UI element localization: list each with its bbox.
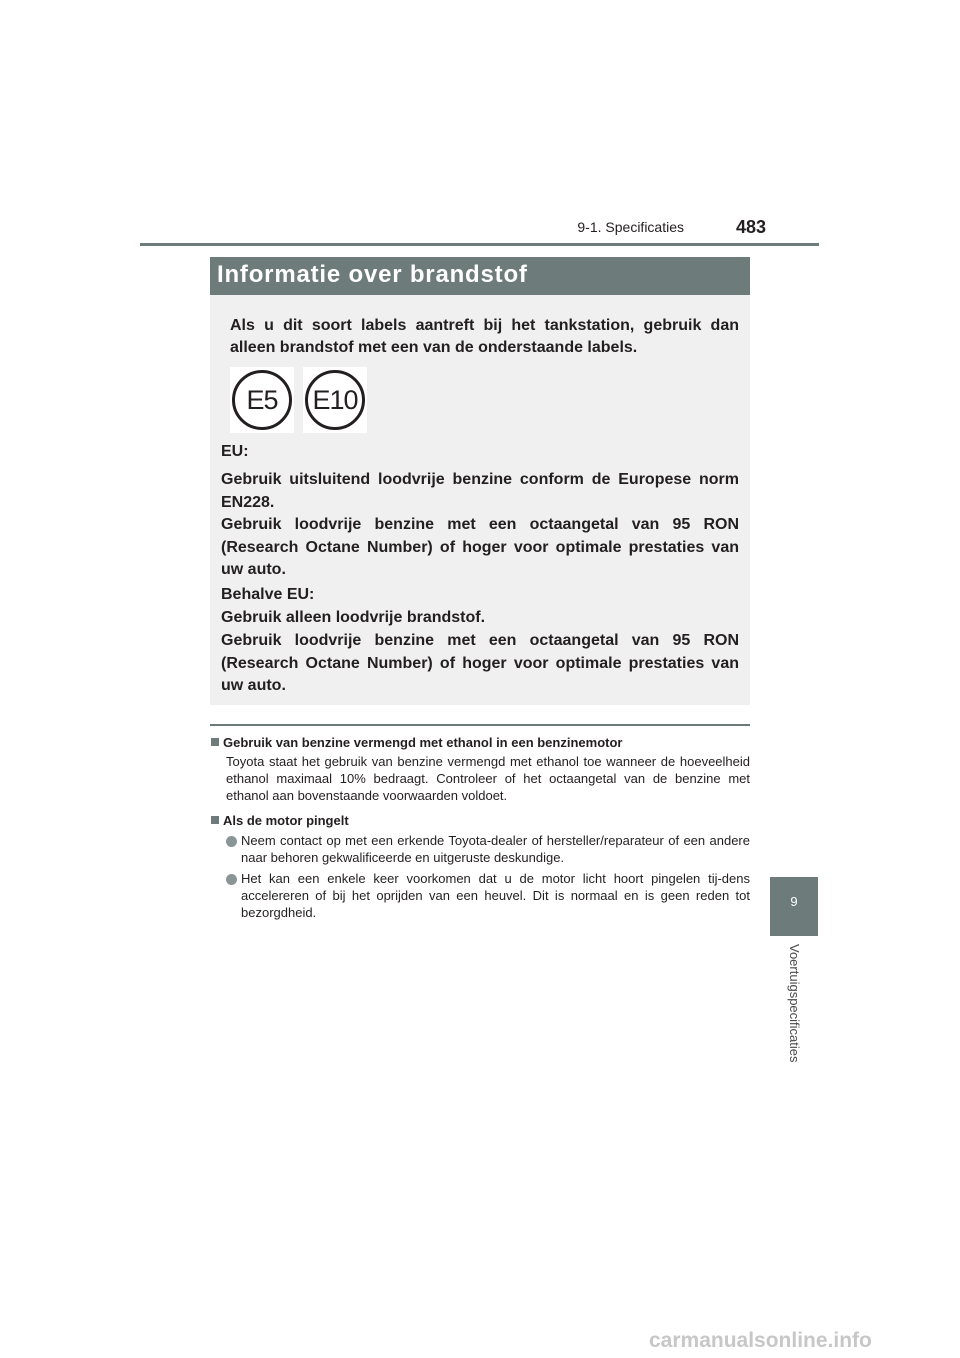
page-number: 483 bbox=[736, 217, 767, 237]
chapter-title-text: Voertuigspecificaties bbox=[787, 944, 802, 1063]
watermark: carmanualsonline.info bbox=[649, 1329, 872, 1352]
fuel-label-intro: Als u dit soort labels aantreft bij het tankstation, gebruik dan alleen brandstof met een van de onderstaande labels. bbox=[230, 317, 739, 356]
header-rule bbox=[140, 243, 819, 246]
section-reference: 9-1. Specificaties bbox=[577, 219, 684, 235]
eu-heading: EU: bbox=[221, 443, 249, 460]
notes-divider bbox=[210, 724, 750, 726]
knocking-bullet-1: Neem contact op met een erkende Toyota-dealer of hersteller/reparateur of een andere naar behoren gekwalificeerde en uitgeruste deskundige. bbox=[241, 833, 750, 865]
eu-paragraph-2: Gebruik loodvrije benzine met een octaangetal van 95 RON (Research Octane Number) of hoger voor optimale prestaties van uw auto. bbox=[221, 516, 739, 578]
knocking-bullet-2: Het kan een enkele keer voorkomen dat u de motor licht hoort pingelen tij-dens accelereren of bij het oprijden van een heuvel. Dit is normaal en is geen reden tot bezorgdheid. bbox=[241, 871, 750, 920]
non-eu-heading: Behalve EU: bbox=[221, 586, 315, 603]
non-eu-paragraph-2: Gebruik loodvrije benzine met een octaangetal van 95 RON (Research Octane Number) of hoger voor optimale prestaties van uw auto. bbox=[221, 632, 739, 694]
note-heading-ethanol bbox=[211, 735, 622, 750]
chapter-tab[interactable] bbox=[770, 877, 818, 936]
non-eu-paragraph-1: Gebruik alleen loodvrije brandstof. bbox=[221, 609, 486, 626]
fuel-info-box bbox=[210, 295, 750, 705]
chapter-number: 9 bbox=[790, 894, 798, 909]
note-heading-knocking-text: Als de motor pingelt bbox=[223, 813, 349, 828]
square-bullet-icon bbox=[211, 816, 219, 824]
note-heading-knocking bbox=[211, 813, 349, 828]
chapter-title bbox=[779, 944, 802, 1063]
eu-paragraph-1: Gebruik uitsluitend loodvrije benzine conform de Europese norm EN228. bbox=[221, 471, 739, 511]
section-title-bar bbox=[210, 257, 750, 295]
circle-bullet-icon bbox=[226, 836, 237, 847]
note-text-ethanol: Toyota staat het gebruik van benzine vermengd met ethanol toe wanneer de hoeveelheid ethanol maximaal 10% bedraagt. Controleer of het octaangetal van de benzine met ethanol aan bovenstaande voorwaarden voldoet. bbox=[226, 754, 750, 803]
fuel-label-e10-text: E10 bbox=[305, 370, 365, 430]
section-title: Informatie over brandstof bbox=[217, 261, 528, 288]
fuel-label-e5 bbox=[230, 367, 294, 433]
square-bullet-icon bbox=[211, 738, 219, 746]
fuel-label-e10 bbox=[303, 367, 367, 433]
note-heading-ethanol-text: Gebruik van benzine vermengd met ethanol in een benzinemotor bbox=[223, 735, 623, 750]
fuel-label-e5-text: E5 bbox=[232, 370, 292, 430]
circle-bullet-icon bbox=[226, 874, 237, 885]
